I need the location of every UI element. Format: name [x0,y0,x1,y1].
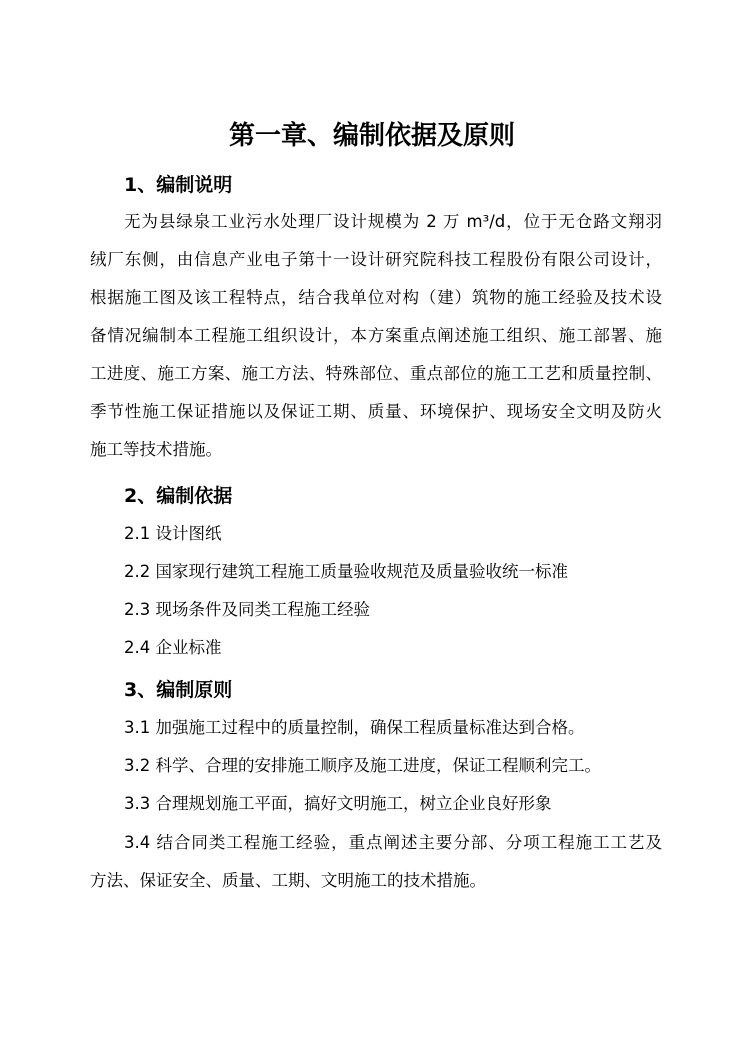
paragraph-line: 季节性施工保证措施以及保证工期、质量、环境保护、现场安全文明及防火 [90,402,662,421]
list-item: 3.2 科学、合理的安排施工顺序及施工进度，保证工程顺利完工。 [124,756,601,775]
list-item-continuation: 方法、保证安全、质量、工期、文明施工的技术措施。 [90,871,486,890]
list-item: 3.3 合理规划施工平面，搞好文明施工，树立企业良好形象 [124,794,552,813]
section-heading-3: 3、编制原则 [124,679,233,701]
section-heading-1: 1、编制说明 [124,174,233,196]
section-heading-2: 2、编制依据 [124,485,233,507]
list-item: 2.3 现场条件及同类工程施工经验 [124,600,370,619]
chapter-title: 第一章、编制依据及原则 [228,121,515,151]
list-item: 3.1 加强施工过程中的质量控制，确保工程质量标准达到合格。 [124,718,585,737]
paragraph-line: 绒厂东侧，由信息产业电子第十一设计研究院科技工程股份有限公司设计， [90,250,662,269]
paragraph-line: 无为县绿泉工业污水处理厂设计规模为 2 万 m³/d，位于无仓路文翔羽 [124,212,662,231]
paragraph-line: 备情况编制本工程施工组织设计，本方案重点阐述施工组织、施工部署、施 [90,326,662,345]
paragraph-line: 工进度、施工方案、施工方法、特殊部位、重点部位的施工工艺和质量控制、 [90,364,662,383]
list-item: 2.2 国家现行建筑工程施工质量验收规范及质量验收统一标准 [124,562,568,581]
list-item: 3.4 结合同类工程施工经验，重点阐述主要分部、分项工程施工工艺及 [124,833,662,852]
paragraph-line: 施工等技术措施。 [90,440,222,459]
list-item: 2.4 企业标准 [124,638,222,657]
paragraph-line: 根据施工图及该工程特点，结合我单位对构（建）筑物的施工经验及技术设 [90,288,662,307]
list-item: 2.1 设计图纸 [124,524,222,543]
